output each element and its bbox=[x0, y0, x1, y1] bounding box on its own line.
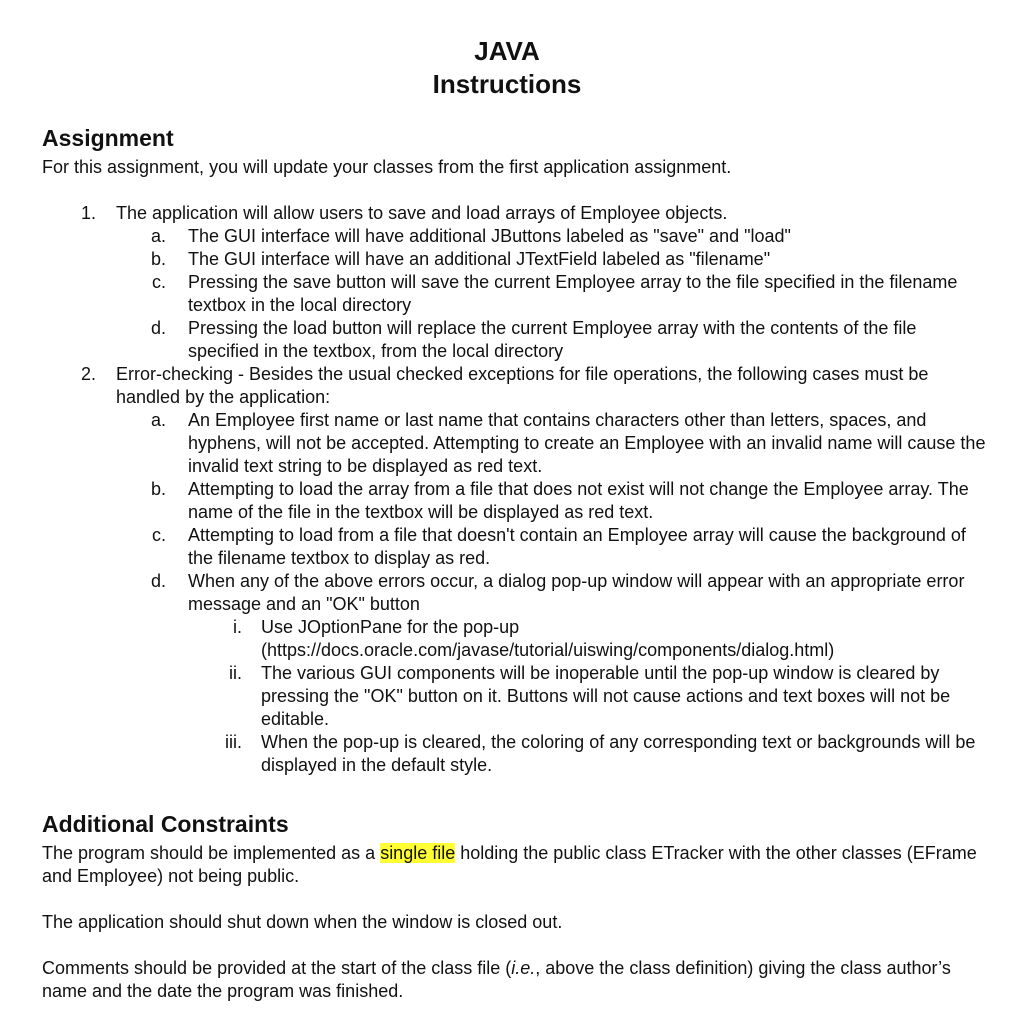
list-item-text: Pressing the load button will replace the current Employee array with the contents of the file specified in the textbox, from the local directory bbox=[188, 318, 917, 361]
list-marker: b. bbox=[150, 479, 166, 499]
list-item-text: Use JOptionPane for the pop-up (https://docs.oracle.com/javase/tutorial/uiswing/components/dialog.html) bbox=[261, 617, 835, 660]
list-marker: c. bbox=[151, 525, 166, 545]
text-run: The program should be implemented as a bbox=[42, 843, 381, 863]
list-marker: d. bbox=[150, 571, 166, 591]
text-run: holding the public class ETracker with the other classes (EFrame and Employee) not being public. bbox=[42, 843, 977, 886]
list-item bbox=[42, 248, 987, 271]
title-block bbox=[0, 35, 1014, 101]
list-marker: 1. bbox=[80, 203, 96, 223]
doc-subtitle: Instructions bbox=[432, 69, 582, 99]
list-item bbox=[42, 317, 987, 363]
doc-title: JAVA bbox=[474, 36, 540, 66]
list-item bbox=[42, 225, 987, 248]
constraints-paragraph-shutdown: The application should shut down when the window is closed out. bbox=[42, 912, 563, 932]
list-item bbox=[42, 271, 987, 317]
list-item bbox=[42, 409, 987, 478]
list-marker: c. bbox=[151, 272, 166, 292]
list-item bbox=[42, 662, 987, 731]
list-item-text: Error-checking - Besides the usual checked exceptions for file operations, the following cases must be handled by the application: bbox=[116, 364, 929, 407]
list-item-text: When any of the above errors occur, a dialog pop-up window will appear with an appropriate error message and an "OK" button bbox=[188, 571, 965, 614]
list-item bbox=[42, 202, 987, 225]
list-item bbox=[42, 524, 987, 570]
constraints-paragraph-comments bbox=[42, 957, 987, 1003]
assignment-intro: For this assignment, you will update your classes from the first application assignment. bbox=[42, 157, 732, 177]
list-item bbox=[42, 478, 987, 524]
list-item bbox=[42, 363, 987, 409]
list-item-text: The GUI interface will have additional JButtons labeled as "save" and "load" bbox=[188, 226, 791, 246]
text-run: , above the class definition) giving the class author’s name and the date the program was finished. bbox=[42, 958, 951, 1001]
list-marker: ii. bbox=[229, 663, 242, 683]
constraints-paragraph-single-file bbox=[42, 842, 987, 888]
list-item-text: When the pop-up is cleared, the coloring of any corresponding text or backgrounds will be displayed in the default style. bbox=[261, 732, 976, 775]
list-item-text: The GUI interface will have an additional JTextField labeled as "filename" bbox=[188, 249, 771, 269]
list-item-text: Pressing the save button will save the current Employee array to the file specified in the filename textbox in the local directory bbox=[188, 272, 958, 315]
list-marker: i. bbox=[233, 617, 242, 637]
constraints-heading: Additional Constraints bbox=[42, 811, 289, 837]
assignment-section bbox=[42, 124, 987, 777]
italic-text: i.e. bbox=[511, 958, 536, 978]
list-marker: iii. bbox=[225, 732, 242, 752]
list-item bbox=[42, 570, 987, 616]
list-marker: b. bbox=[150, 249, 166, 269]
list-marker: d. bbox=[150, 318, 166, 338]
list-item bbox=[42, 731, 987, 777]
list-marker: a. bbox=[150, 226, 166, 246]
constraints-section bbox=[42, 810, 987, 1003]
assignment-heading: Assignment bbox=[42, 125, 174, 151]
list-item-text: An Employee first name or last name that contains characters other than letters, spaces, and hyphens, will not be accepted. Attempting to create an Employee with an invalid name will cause the invalid text string to be displayed as red text. bbox=[188, 410, 986, 476]
list-marker: a. bbox=[150, 410, 166, 430]
list-item-text: The various GUI components will be inoperable until the pop-up window is cleared by pressing the "OK" button on it. Buttons will not cause actions and text boxes will not be editable. bbox=[261, 663, 951, 729]
list-item-text: The application will allow users to save and load arrays of Employee objects. bbox=[116, 203, 728, 223]
highlighted-text: single file bbox=[380, 843, 456, 863]
list-item-text: Attempting to load the array from a file that does not exist will not change the Employee array. The name of the file in the textbox will be displayed as red text. bbox=[188, 479, 969, 522]
text-run: Comments should be provided at the start of the class file ( bbox=[42, 958, 512, 978]
list-marker: 2. bbox=[80, 364, 96, 384]
list-item-text: Attempting to load from a file that doesn't contain an Employee array will cause the background of the filename textbox to display as red. bbox=[188, 525, 966, 568]
list-item bbox=[42, 616, 987, 662]
